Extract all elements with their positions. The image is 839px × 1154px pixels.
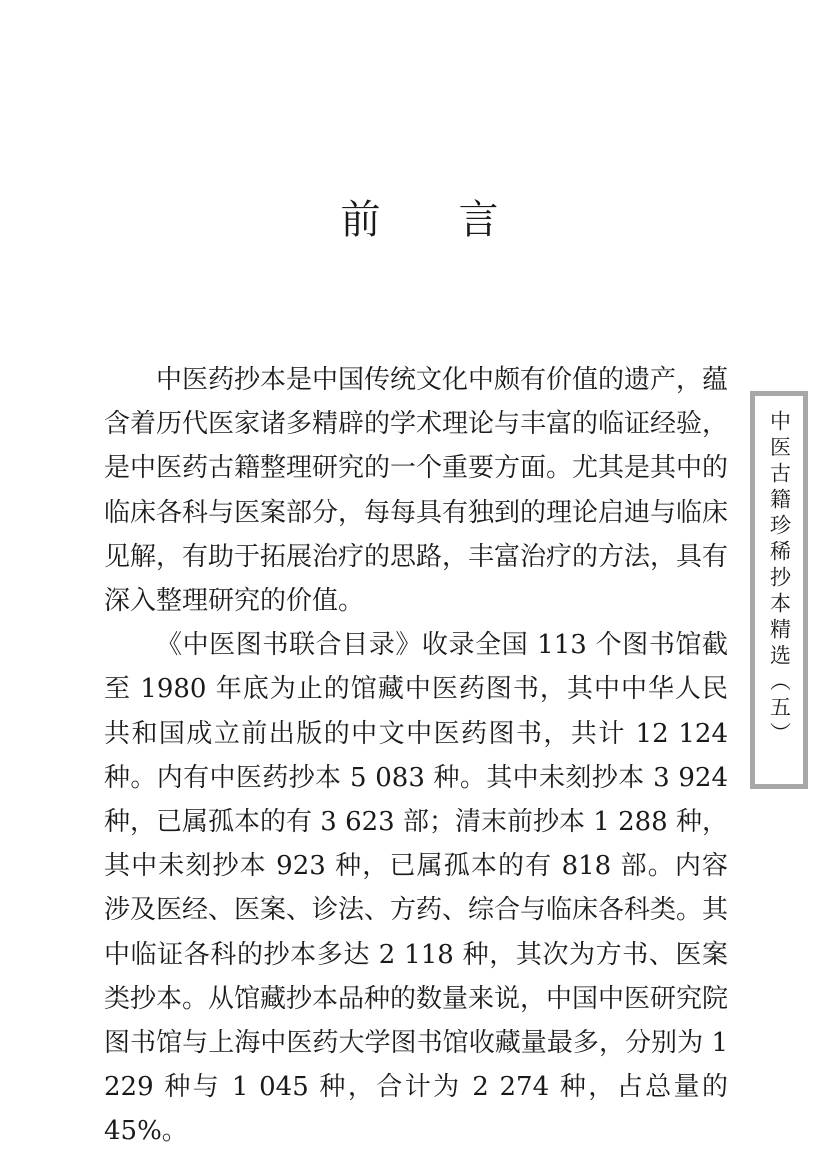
paragraph-1: 中医药抄本是中国传统文化中颇有价值的遗产，蕴含着历代医家诸多精辟的学术理论与丰富的临证经验，是中医药古籍整理研究的一个重要方面。尤其是其中的临床各科与医案部分，每每具有独到的理论启迪与临床见解，有助于拓展治疗的思路，丰富治疗的方法，具有深入整理研究的价值。 bbox=[104, 365, 729, 617]
page-title: 前言 bbox=[340, 197, 577, 243]
series-side-tab-inner bbox=[755, 396, 803, 784]
series-title: 中医古籍珍稀抄本精选（五） bbox=[767, 410, 792, 748]
series-side-tab bbox=[750, 391, 808, 789]
paragraph-2: 《中医图书联合目录》收录全国 113 个图书馆截至 1980 年底为止的馆藏中医药图书，其中中华人民共和国成立前出版的中文中医药图书，共计 12 124 种。内有中医药抄本 5 083 种。其中未刻抄本 3 924 种，已属孤本的有 3 623 部；清末前抄本 1 288 种，其中未刻抄本 923 种，已属孤本的有 818 部。内容涉及医经、医案、诊法、方药、综合与临床各科类。其中临证各科的抄本多达 2 118 种，其次为方书、医案类抄本。从馆藏抄本品种的数量来说，中国中医研究院图书馆与上海中医药大学图书馆收藏量最多，分别为 1 229 种与 1 045 种，合计为 2 274 种，占总量的 45%。 bbox=[104, 630, 729, 1147]
preface-body bbox=[104, 358, 728, 1154]
